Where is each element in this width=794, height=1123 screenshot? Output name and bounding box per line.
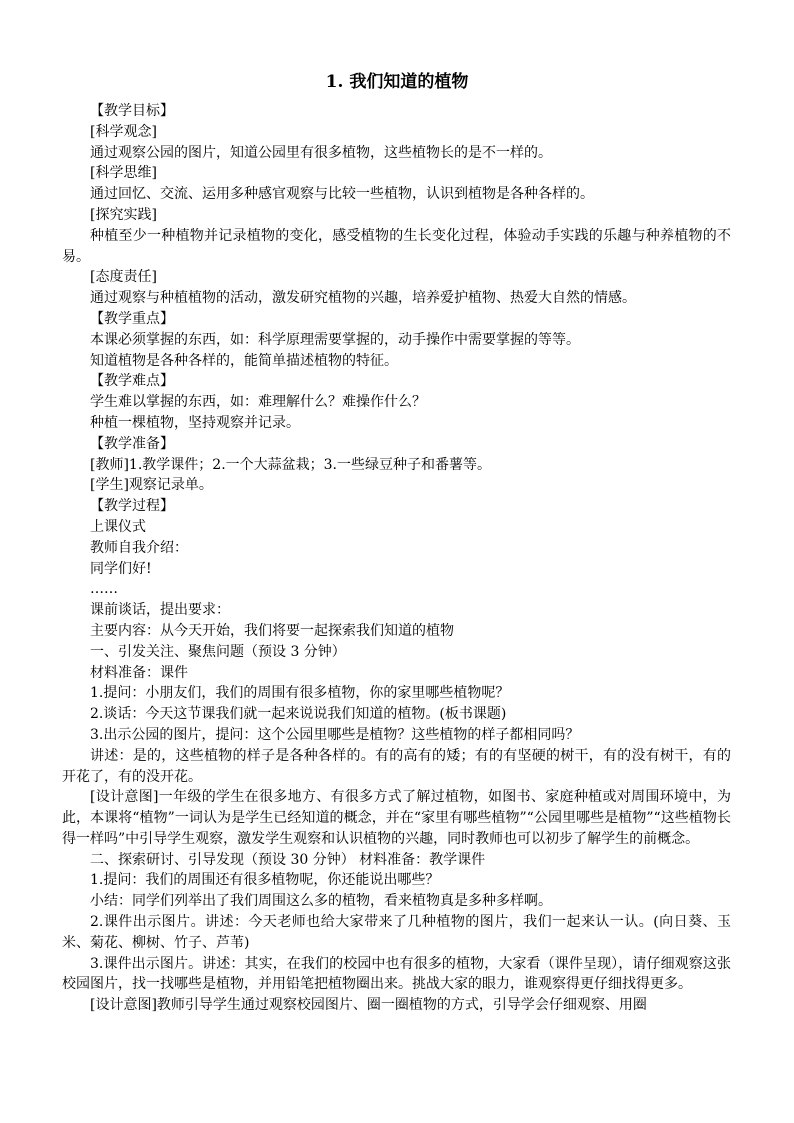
paragraph: 1.提问：我们的周围还有很多植物呢，你还能说出哪些？ xyxy=(90,872,440,889)
paragraph: 二、探索研讨、引导发现（预设 30 分钟） 材料准备：教学课件 xyxy=(90,851,486,868)
subsection-label: [科学观念] xyxy=(90,123,157,140)
paragraph: 3.课件出示图片。讲述：其实，在我们的校园中也有很多的植物，大家看（课件呈现），请仔细观察这张校园图片，找一找哪些是植物，并用铅笔把植物圈出来。挑战大家的眼力，谁观察得更仔细找得更多。 xyxy=(62,955,731,993)
paragraph: 小结：同学们列举出了我们周围这么多的植物，看来植物真是多种多样啊。 xyxy=(90,893,552,910)
section-heading: 【教学目标】 xyxy=(90,103,174,119)
section-heading: 【教学准备】 xyxy=(90,435,174,452)
subsection-label: [科学思维] xyxy=(90,165,157,182)
section-heading: 【教学过程】 xyxy=(90,498,174,515)
paragraph: 材料准备：课件 xyxy=(90,664,188,681)
paragraph: 上课仪式 xyxy=(90,518,146,535)
paragraph: 学生难以掌握的东西，如：难理解什么？难操作什么？ xyxy=(90,394,426,411)
paragraph: 主要内容：从今天开始，我们将要一起探索我们知道的植物 xyxy=(90,622,454,639)
paragraph: 课前谈话，提出要求： xyxy=(90,602,230,619)
paragraph: 2.谈话：今天这节课我们就一起来说说我们知道的植物。(板书课题) xyxy=(90,706,507,723)
section-heading: 【教学重点】 xyxy=(90,310,174,327)
paragraph: 2.课件出示图片。讲述：今天老师也给大家带来了几种植物的图片，我们一起来认一认。(向日葵、玉米、菊花、柳树、竹子、芦苇) xyxy=(62,914,731,951)
document-body xyxy=(62,101,731,1016)
paragraph: 3.出示公园的图片，提问：这个公园里哪些是植物？这些植物的样子都相同吗？ xyxy=(90,726,580,743)
document-title: 1. 我们知道的植物 xyxy=(325,72,469,92)
paragraph: 种植一棵植物，坚持观察并记录。 xyxy=(90,414,300,431)
paragraph: 通过观察公园的图片，知道公园里有很多植物，这些植物长的是不一样的。 xyxy=(90,144,552,161)
subsection-label: [探究实践] xyxy=(90,206,157,223)
paragraph: 教师自我介绍： xyxy=(90,539,188,556)
paragraph: 讲述：是的，这些植物的样子是各种各样的。有的高有的矮；有的有坚硬的树干，有的没有树干，有的开花了，有的没开花。 xyxy=(62,747,731,785)
subsection-label: [态度责任] xyxy=(90,269,157,286)
paragraph: 本课必须掌握的东西，如：科学原理需要掌握的，动手操作中需要掌握的等等。 xyxy=(90,331,580,348)
paragraph: 同学们好! xyxy=(90,560,152,577)
paragraph: [学生]观察记录单。 xyxy=(90,477,213,494)
paragraph: 通过回忆、交流、运用多种感官观察与比较一些植物，认识到植物是各种各样的。 xyxy=(90,186,594,203)
paragraph: [设计意图]一年级的学生在很多地方、有很多方式了解过植物，如图书、家庭种植或对周围环境中，为此，本课将“植物”一词认为是学生已经知道的概念，并在“家里有哪些植物”“公园里哪些是植物”“这些植物长得一样吗”中引导学生观察，激发学生观察和认识植物的兴趣，同时教师也可以初步了解学生的前概念。 xyxy=(62,789,731,847)
section-heading: 【教学难点】 xyxy=(90,373,174,390)
paragraph: …… xyxy=(90,581,118,598)
paragraph: 通过观察与种植植物的活动，激发研究植物的兴趣，培养爱护植物、热爱大自然的情感。 xyxy=(90,290,636,307)
paragraph: [设计意图]教师引导学生通过观察校园图片、圈一圈植物的方式，引导学会仔细观察、用圈 xyxy=(90,997,647,1014)
paragraph: 1.提问：小朋友们，我们的周围有很多植物，你的家里哪些植物呢？ xyxy=(90,685,510,702)
paragraph: 种植至少一种植物并记录植物的变化，感受植物的生长变化过程，体验动手实践的乐趣与种养植物的不易。 xyxy=(62,227,731,265)
paragraph: 一、引发关注、聚焦问题（预设 3 分钟） xyxy=(90,643,346,660)
paragraph: [教师]1.教学课件；2.一个大蒜盆栽；3.一些绿豆种子和番薯等。 xyxy=(90,456,491,473)
paragraph: 知道植物是各种各样的，能简单描述植物的特征。 xyxy=(90,352,398,369)
